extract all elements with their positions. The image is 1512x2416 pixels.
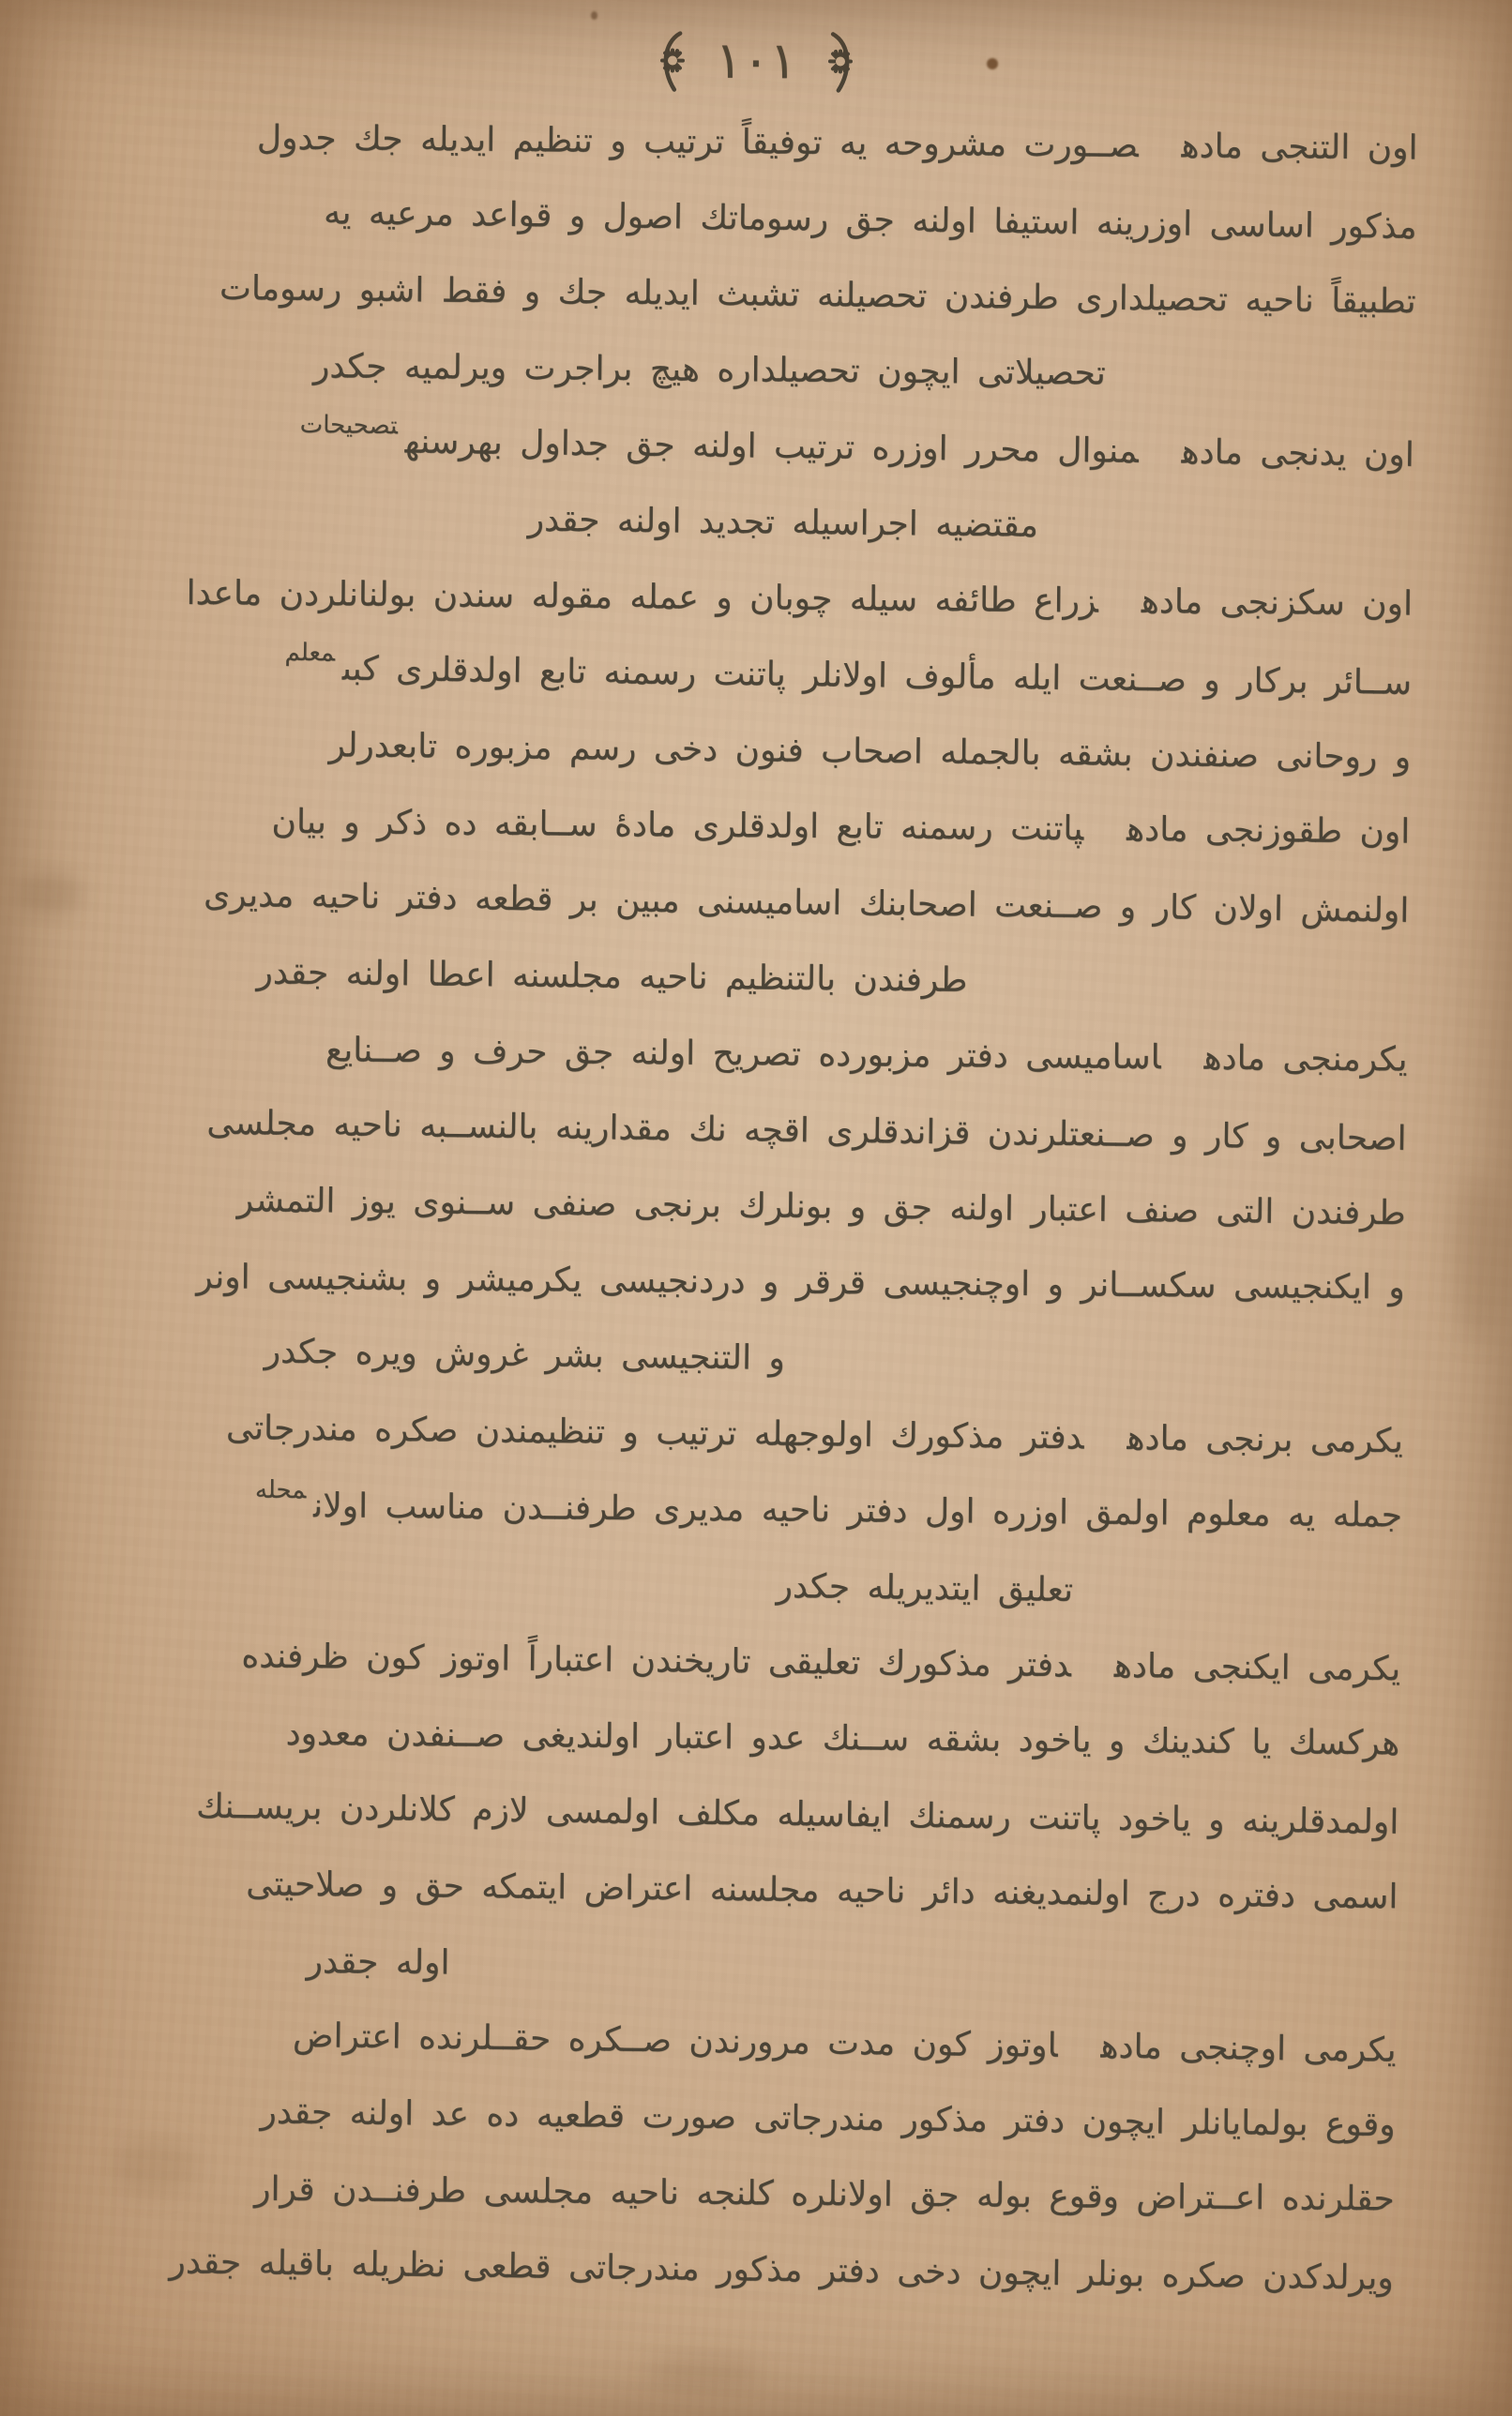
article-heading: يكرمى ايكنجى ماده [1113, 1646, 1401, 1689]
line-text: جمله يه معلوم اولمق اوزره اول دفتر ناحيه مديرى طرفنــدن مناسب اولان [312, 1487, 1403, 1535]
line-text: هركسك يا كندينك و ياخود بشقه ســنك عدو اعتبار اولنديغى صــنفدن معدود [285, 1714, 1400, 1763]
paper-stain [647, 2354, 760, 2392]
line-text: اوتوز كون مدت مرورندن صــكره حقــلرنده اعتراض [292, 2016, 1058, 2065]
line-text: وقوع بولمايانلر ايچون دفتر مذكور مندرجاتى صورت قطعيه ده عد اولنه جقدر [260, 2092, 1396, 2145]
line-text: ســائر بركار و صــنعت ايله مألوف اولانلر پاتنت رسمنه تابع اولدقلرى كبى [341, 649, 1413, 702]
line-text: و التنجيسى بشر غروش ويره جكدر [264, 1332, 786, 1378]
line-text: تطبيقاً ناحيه تحصيلدارى طرفندن تحصيلنه تشبث ايديله جك و فقط اشبو رسومات [219, 268, 1416, 322]
line-text: و ايكنجيسى سكســانر و اوچنجيسى قرقر و دردنجيسى يكرميشر و بشنجيسى اونر [196, 1258, 1405, 1307]
line-text: اولمدقلرينه و ياخود پاتنت رسمنك ايفاسيله مكلف اولمسى لازم كلانلردن بريســنك [195, 1787, 1399, 1842]
page-header [559, 23, 953, 98]
raised-word: معلم [284, 638, 336, 668]
line-text: پاتنت رسمنه تابع اولدقلرى مادهٔ ســابقه ده ذكر و بيان [271, 802, 1084, 849]
document-body [35, 97, 1418, 2315]
text-line [35, 2222, 1394, 2316]
article-heading: اون طقوزنجى ماده [1126, 809, 1411, 852]
line-text: صــورت مشروحه يه توفيقاً ترتيب و تنظيم ايديله جك جدول [256, 118, 1139, 165]
raised-word: محله [254, 1475, 307, 1505]
ink-speck [987, 58, 998, 69]
line-text: مذكور اساسى اوزرينه استيفا اولنه جق رسوماتك اصول و قواعد مرعيه يه [323, 193, 1417, 247]
article-heading: اون التنجى ماده [1181, 127, 1418, 168]
line-text: منوال محرر اوزره ترتيب اولنه جق جداول بهرسنه [404, 422, 1139, 471]
raised-word: تصحيحات [299, 410, 399, 441]
line-text: اصحابى و كار و صــنعتلرندن قزاندقلرى اقچه نك مقدارينه بالنســبه ناحيه مجلسى [206, 1103, 1407, 1158]
line-text: اسمى دفتره درج اولنمديغنه دائر ناحيه مجلسنه اعتراض ايتمكه حق و صلاحيتى [246, 1865, 1399, 1917]
line-text: تحصيلاتى ايچون تحصيلداره هيچ براجرت ويرلميه جكدر [312, 347, 1106, 393]
paper-stain [1452, 1172, 1504, 1341]
line-text: طرفندن التى صنف اعتبار اولنه جق و بونلرك برنجى صنفى ســنوى يوز التمشر [236, 1181, 1406, 1233]
line-text: اولنمش اولان كار و صــنعت اصحابنك اساميسنى مبين بر قطعه دفتر ناحيه مديرى [203, 875, 1410, 930]
line-text: اوله جقدر [306, 1942, 450, 1983]
page-number: ١٠١ [715, 30, 797, 91]
line-text: دفتر مذكورك اولوجهله ترتيب و تنظيمندن صكره مندرجاتى [225, 1409, 1084, 1457]
line-text: حقلرنده اعــتراض وقوع بوله جق اولانلره كلنجه ناحيه مجلسى طرفنــدن قرار [253, 2169, 1395, 2219]
article-heading: اون سكزنجى ماده [1141, 582, 1414, 624]
line-text: و روحانى صنفندن بشقه بالجمله اصحاب فنون دخى رسم مزبوره تابعدرلر [328, 726, 1412, 778]
ink-speck [591, 11, 597, 20]
line-text: ويرلدكدن صكره بونلر ايچون دخى دفتر مذكور مندرجاتى قطعى نظريله باقيله جقدر [169, 2242, 1395, 2298]
article-heading: يكرمى اوچنجى ماده [1100, 2027, 1397, 2070]
line-text: دفتر مذكورك تعليقى تاريخندن اعتباراً اوتوز كون ظرفنده [241, 1637, 1072, 1685]
line-text: اساميسى دفتر مزبورده تصريح اولنه جق حرف و صــنايع [325, 1031, 1161, 1078]
line-text: زراع طائفه سيله چوبان و عمله مقوله سندن بولنانلردن ماعدا [186, 573, 1099, 621]
line-text: طرفندن بالتنظيم ناحيه مجلسنه اعطا اولنه جقدر [256, 953, 968, 1000]
article-heading: يكرمى برنجى ماده [1126, 1418, 1404, 1461]
fleuron-ornament-left [649, 27, 690, 93]
article-heading: اون يدنجى ماده [1181, 432, 1415, 475]
line-text: مقتضيه اجراسيله تجديد اولنه جقدر [527, 500, 1039, 545]
line-text: تعليق ايتديريله جكدر [776, 1566, 1074, 1610]
article-heading: يكرمنجى ماده [1203, 1038, 1408, 1080]
fleuron-ornament-right [821, 28, 862, 94]
